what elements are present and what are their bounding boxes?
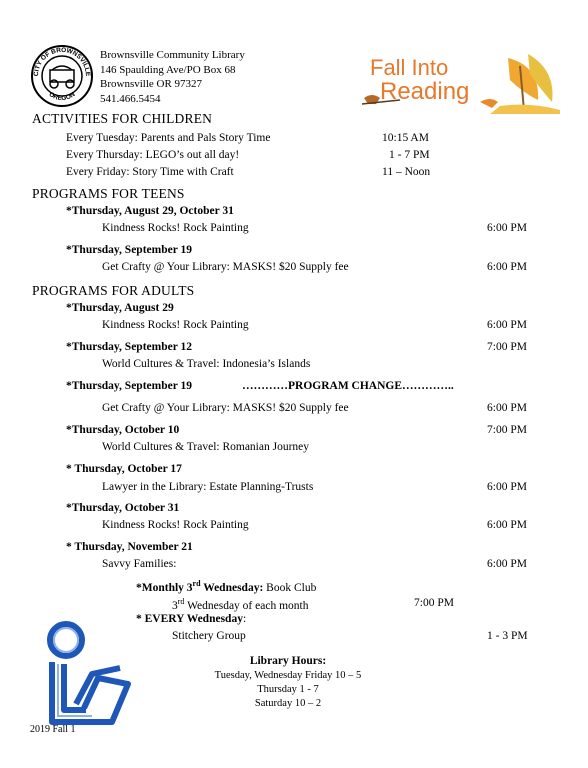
fall-into-reading-logo [360, 52, 560, 114]
children-row-1: Every Tuesday: Parents and Pals Story Time [66, 132, 271, 144]
teens-item-1-date: *Thursday, August 29, October 31 [66, 205, 234, 217]
adults-item-2-desc: World Cultures & Travel: Indonesia’s Islands [102, 358, 311, 370]
children-heading: ACTIVITIES FOR CHILDREN [32, 111, 213, 126]
adults-item-1-date: *Thursday, August 29 [66, 302, 174, 314]
library-name: Brownsville Community Library [100, 49, 245, 61]
adults-item-3-time: 6:00 PM [487, 402, 527, 414]
svg-text:OREGON [48, 91, 77, 102]
adults-item-4-date: *Thursday, October 10 [66, 424, 180, 436]
children-row-2-time: 1 - 7 PM [389, 149, 430, 161]
teens-heading: PROGRAMS FOR TEENS [32, 186, 185, 201]
adults-item-5-time: 6:00 PM [487, 481, 527, 493]
seal-bottom-text: OREGON [47, 90, 77, 103]
adults-heading: PROGRAMS FOR ADULTS [32, 283, 195, 298]
library-address-line1: 146 Spaulding Ave/PO Box 68 [100, 63, 236, 76]
adults-item-5-desc: Lawyer in the Library: Estate Planning-Trusts [102, 481, 314, 493]
book-club-sub-sup: rd [177, 597, 185, 606]
stitchery-time: 1 - 3 PM [487, 630, 528, 642]
teens-item-1-desc: Kindness Rocks! Rock Painting [102, 222, 249, 234]
stitchery-title-bold: * EVERY Wednesday [136, 613, 243, 625]
children-row-2: Every Thursday: LEGO’s out all day! [66, 149, 240, 161]
logo-line1: Fall Into [370, 55, 449, 80]
adults-item-7-date: * Thursday, November 21 [66, 541, 193, 553]
logo-line2: Reading [380, 78, 470, 105]
library-hours-line-1: Tuesday, Wednesday Friday 10 – 5 [214, 670, 362, 681]
library-phone: 541.466.5454 [100, 92, 161, 105]
library-hours-line-3: Saturday 10 – 2 [254, 698, 322, 709]
adults-item-2-time: 7:00 PM [487, 341, 527, 353]
adults-item-6-time: 6:00 PM [487, 519, 527, 531]
adults-item-1-desc: Kindness Rocks! Rock Painting [102, 319, 249, 331]
teens-item-1-time: 6:00 PM [487, 222, 527, 234]
book-club-time: 7:00 PM [414, 597, 454, 609]
library-address-line2: Brownsville OR 97327 [100, 78, 203, 90]
adults-item-6-date: *Thursday, October 31 [66, 502, 180, 514]
children-row-3: Every Friday: Story Time with Craft [66, 166, 234, 178]
book-club-title-rest: Book Club [263, 581, 317, 594]
seal-top-text: CITY OF BROWNSVILLE [32, 46, 92, 77]
teens-item-2-desc: Get Crafty @ Your Library: MASKS! $20 Supply fee [102, 261, 349, 273]
adults-item-6-desc: Kindness Rocks! Rock Painting [102, 519, 249, 531]
adults-item-4-desc: World Cultures & Travel: Romanian Journey [102, 441, 310, 453]
adults-item-1-time: 6:00 PM [487, 319, 527, 331]
footer-note: 2019 Fall 1 [30, 724, 76, 735]
adults-item-7-desc: Savvy Families: [102, 558, 177, 570]
children-row-3-time: 11 – Noon [382, 166, 431, 178]
adults-item-2-date: *Thursday, September 12 [66, 341, 192, 353]
city-seal-icon [30, 44, 94, 108]
book-club-sub-rest: Wednesday of each month [184, 599, 309, 612]
reading-person-icon [36, 618, 136, 736]
book-club-title-pre: *Monthly 3 [136, 581, 193, 594]
stitchery-title-rest: : [242, 613, 247, 625]
program-change-notice: …………PROGRAM CHANGE………….. [242, 380, 454, 392]
book-club-title-bold-end: Wednesday: [200, 581, 264, 594]
book-club-sub-pre: 3 [172, 599, 178, 612]
adults-item-3-date: *Thursday, September 19 [66, 380, 192, 392]
book-club-title-sup: rd [192, 579, 201, 588]
adults-item-3-desc: Get Crafty @ Your Library: MASKS! $20 Supply fee [102, 402, 349, 414]
library-hours-title: Library Hours: [249, 655, 327, 667]
library-address-block [100, 48, 245, 106]
stitchery-desc: Stitchery Group [172, 630, 246, 642]
teens-item-2-time: 6:00 PM [487, 261, 527, 273]
adults-item-4-time: 7:00 PM [487, 424, 527, 436]
teens-item-2-date: *Thursday, September 19 [66, 244, 192, 256]
children-row-1-time: 10:15 AM [382, 132, 429, 144]
stitchery-title [136, 613, 246, 625]
book-club-title [136, 579, 316, 594]
adults-item-5-date: * Thursday, October 17 [66, 463, 182, 475]
library-hours-line-2: Thursday 1 - 7 [257, 684, 319, 695]
book-club-schedule [172, 597, 308, 612]
adults-item-7-time: 6:00 PM [487, 558, 527, 570]
